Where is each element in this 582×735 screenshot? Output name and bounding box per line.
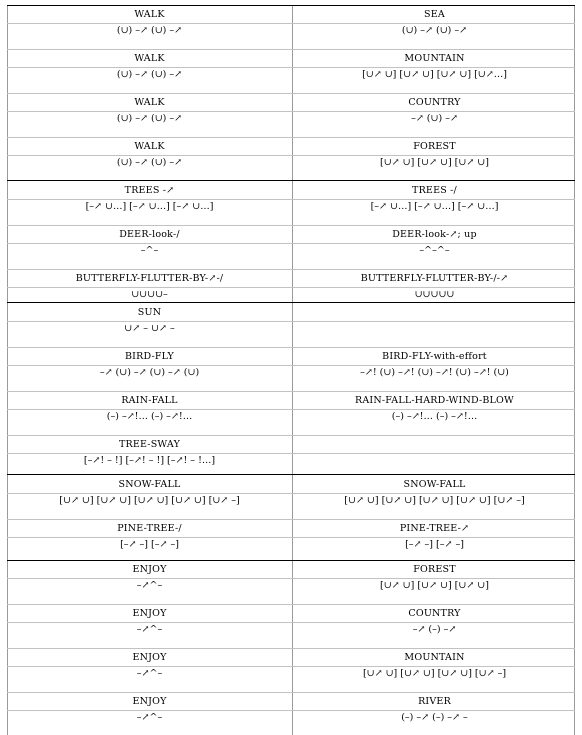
rhythm-notation: –↗^–: [136, 580, 163, 591]
rhythm-notation: (–) –↗!… (–) –↗!…: [106, 411, 193, 422]
gloss-label: ENJOY: [132, 652, 167, 663]
gloss-label: WALK: [134, 97, 165, 108]
rhythm-notation: –↗ (∪) –↗: [411, 113, 458, 124]
rhythm-notation: –↗! (∪) –↗! (∪) –↗! (∪) –↗! (∪): [360, 367, 509, 378]
rhythm-notation: –^–^–: [419, 245, 450, 256]
rhythm-notation: (∪) –↗ (∪) –↗: [116, 157, 183, 168]
gloss-label: SEA: [424, 9, 445, 20]
rhythm-notation: (∪) –↗ (∪) –↗: [116, 113, 183, 124]
rhythm-notation: [∪↗ ∪] [∪↗ ∪] [∪↗ ∪] [∪↗ ∪] [∪↗ –]: [59, 495, 240, 506]
gloss-label: ENJOY: [132, 696, 167, 707]
row-inner-line: [7, 578, 575, 579]
row-inner-line: [7, 243, 575, 244]
group-separator: [7, 560, 575, 561]
gloss-label: DEER-look-/: [119, 229, 180, 240]
row-separator: [7, 435, 575, 436]
row-inner-line: [7, 321, 575, 322]
row-inner-line: [7, 622, 575, 623]
group-separator: [7, 302, 575, 303]
rhythm-notation: –↗^–: [136, 668, 163, 679]
rhythm-notation: [–↗! – !] [–↗! – !] [–↗! – !…]: [83, 455, 216, 466]
row-inner-line: [7, 493, 575, 494]
gloss-label: TREES -↗: [124, 185, 175, 196]
row-separator: [7, 269, 575, 270]
gloss-label: COUNTRY: [408, 608, 461, 619]
gloss-label: MOUNTAIN: [404, 53, 465, 64]
group-separator: [7, 180, 575, 181]
gloss-label: SNOW-FALL: [403, 479, 466, 490]
gloss-label: SUN: [137, 307, 162, 318]
row-separator: [7, 519, 575, 520]
gloss-label: WALK: [134, 53, 165, 64]
row-inner-line: [7, 365, 575, 366]
rhythm-notation: ∪∪∪∪–: [131, 289, 168, 300]
rhythm-notation: [–↗ ∪…] [–↗ ∪…] [–↗ ∪…]: [85, 201, 214, 212]
row-separator: [7, 93, 575, 94]
row-inner-line: [7, 666, 575, 667]
gloss-label: RIVER: [418, 696, 451, 707]
rhythm-notation: –^–: [140, 245, 159, 256]
gloss-label: COUNTRY: [408, 97, 461, 108]
row-separator: [7, 347, 575, 348]
group-separator: [7, 474, 575, 475]
right-cell: [292, 438, 577, 440]
row-separator: [7, 391, 575, 392]
gloss-label: WALK: [134, 141, 165, 152]
gloss-label: BIRD-FLY: [124, 351, 175, 362]
rhythm-notation: (∪) –↗ (∪) –↗: [116, 25, 183, 36]
gloss-label: ENJOY: [132, 608, 167, 619]
rhythm-notation: (–) –↗ (–) –↗ –: [401, 712, 468, 723]
group-separator: [7, 5, 575, 6]
gloss-label: BUTTERFLY-FLUTTER-BY-/-↗: [360, 273, 509, 284]
row-inner-line: [7, 453, 575, 454]
rhythm-notation: [∪↗ ∪] [∪↗ ∪] [∪↗ ∪] [∪↗…]: [362, 69, 507, 80]
rhythm-notation: [–↗ –] [–↗ –]: [405, 539, 464, 550]
gloss-label: BUTTERFLY-FLUTTER-BY-↗-/: [75, 273, 224, 284]
row-inner-line: [7, 199, 575, 200]
row-inner-line: [7, 155, 575, 156]
row-separator: [7, 225, 575, 226]
row-inner-line: [7, 111, 575, 112]
gloss-label: MOUNTAIN: [404, 652, 465, 663]
rhythm-notation: –↗ (–) –↗: [412, 624, 457, 635]
notation-table: [7, 5, 575, 735]
rhythm-notation: ∪∪∪∪∪: [414, 289, 455, 300]
rhythm-notation: [–↗ ∪…] [–↗ ∪…] [–↗ ∪…]: [370, 201, 499, 212]
gloss-label: TREE-SWAY: [118, 439, 181, 450]
gloss-label: DEER-look-↗; up: [392, 229, 477, 240]
gloss-label: BIRD-FLY-with-effort: [382, 351, 487, 362]
rhythm-notation: [∪↗ ∪] [∪↗ ∪] [∪↗ ∪] [∪↗ –]: [362, 668, 507, 679]
rhythm-notation: ∪↗ – ∪↗ –: [124, 323, 175, 334]
gloss-label: RAIN-FALL: [121, 395, 178, 406]
rhythm-notation: –↗^–: [136, 712, 163, 723]
gloss-label: WALK: [134, 9, 165, 20]
row-separator: [7, 692, 575, 693]
row-inner-line: [7, 537, 575, 538]
gloss-label: RAIN-FALL-HARD-WIND-BLOW: [355, 395, 514, 406]
gloss-label: PINE-TREE-↗: [399, 523, 470, 534]
rhythm-notation: (∪) –↗ (∪) –↗: [116, 69, 183, 80]
right-cell: [292, 306, 577, 308]
rhythm-notation: –↗ (∪) –↗ (∪) –↗ (∪): [99, 367, 200, 378]
rhythm-notation: [∪↗ ∪] [∪↗ ∪] [∪↗ ∪] [∪↗ ∪] [∪↗ –]: [344, 495, 525, 506]
rhythm-notation: [–↗ –] [–↗ –]: [120, 539, 179, 550]
row-separator: [7, 648, 575, 649]
gloss-label: FOREST: [413, 141, 456, 152]
row-separator: [7, 604, 575, 605]
row-inner-line: [7, 287, 575, 288]
row-separator: [7, 137, 575, 138]
rhythm-notation: (∪) –↗ (∪) –↗: [401, 25, 468, 36]
rhythm-notation: (–) –↗!… (–) –↗!…: [391, 411, 478, 422]
row-inner-line: [7, 409, 575, 410]
rhythm-notation: [∪↗ ∪] [∪↗ ∪] [∪↗ ∪]: [380, 157, 489, 168]
gloss-label: PINE-TREE-/: [117, 523, 182, 534]
gloss-label: ENJOY: [132, 564, 167, 575]
row-separator: [7, 49, 575, 50]
gloss-label: FOREST: [413, 564, 456, 575]
rhythm-notation: –↗^–: [136, 624, 163, 635]
gloss-label: SNOW-FALL: [118, 479, 181, 490]
row-inner-line: [7, 710, 575, 711]
row-inner-line: [7, 23, 575, 24]
rhythm-notation: [∪↗ ∪] [∪↗ ∪] [∪↗ ∪]: [380, 580, 489, 591]
row-inner-line: [7, 67, 575, 68]
gloss-label: TREES -/: [412, 185, 457, 196]
